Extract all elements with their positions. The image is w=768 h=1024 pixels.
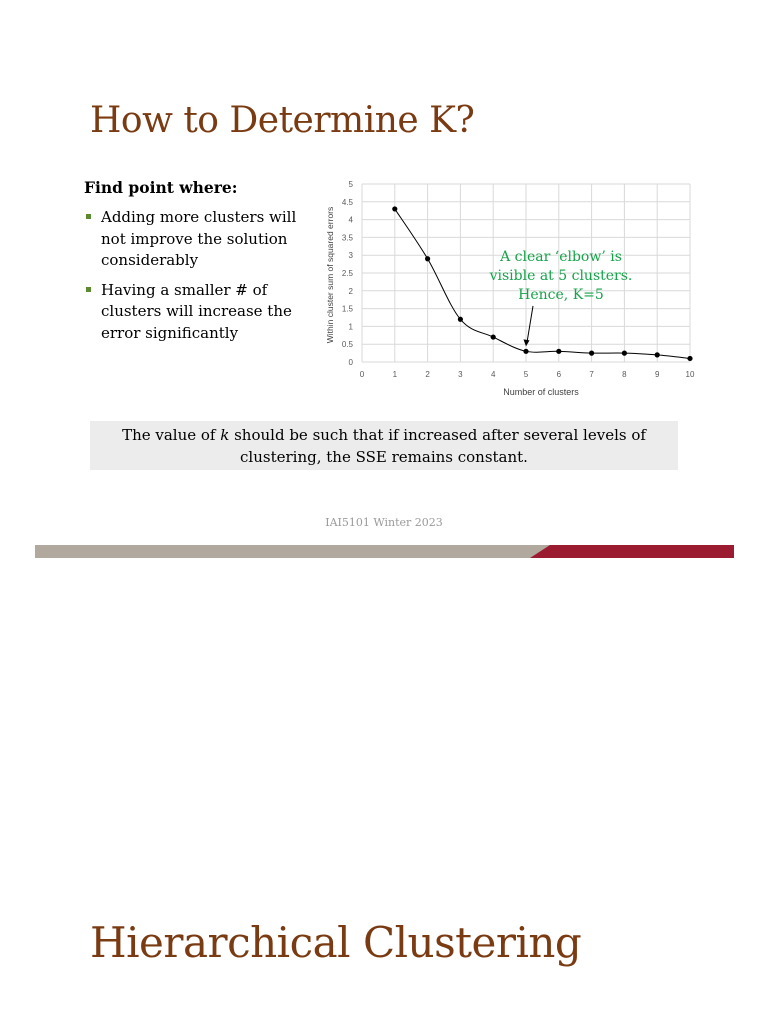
elbow-chart — [320, 176, 704, 402]
x-tick-label: 7 — [589, 370, 594, 379]
data-point — [655, 352, 660, 357]
data-point — [687, 356, 692, 361]
square-bullet-icon — [86, 214, 91, 219]
bullet-list — [84, 207, 304, 344]
y-tick-label: 2.5 — [341, 269, 353, 278]
y-axis-label: Within cluster sum of squared errors — [325, 206, 335, 344]
callout-text-start: The value of — [122, 426, 221, 444]
footer-course-label: IAI5101 Winter 2023 — [325, 516, 443, 529]
data-point — [491, 334, 496, 339]
footer-band-red — [530, 545, 734, 558]
callout-k-variable: k — [220, 426, 230, 444]
data-point — [523, 349, 528, 354]
y-tick-label: 0.5 — [341, 340, 353, 350]
y-tick-label: 5 — [348, 180, 353, 189]
y-tick-label: 4.5 — [341, 197, 353, 207]
y-tick-label: 3 — [348, 251, 353, 261]
annotation-text: visible at 5 clusters. — [489, 268, 633, 284]
bullet-panel — [84, 178, 304, 352]
x-axis-label: Number of clusters — [503, 387, 579, 397]
data-point — [589, 351, 594, 356]
x-tick-label: 8 — [622, 370, 627, 379]
x-tick-label: 5 — [523, 370, 529, 379]
list-item — [84, 207, 304, 272]
y-tick-label: 4 — [348, 215, 353, 225]
slide-title-2: Hierarchical Clustering — [90, 918, 582, 967]
x-tick-label: 6 — [556, 370, 562, 379]
intro-text: Find point where: — [84, 178, 238, 197]
y-tick-label: 3.5 — [341, 233, 353, 243]
bullet-text: Having a smaller # of clusters will increase the error significantly — [101, 280, 292, 342]
footer-band — [35, 545, 734, 558]
arrow-head-icon — [524, 339, 530, 346]
y-tick-label: 2 — [348, 286, 353, 296]
x-tick-label: 2 — [425, 370, 430, 379]
annotation-text: Hence, K=5 — [518, 287, 604, 303]
data-point — [458, 317, 463, 322]
square-bullet-icon — [86, 287, 91, 292]
x-tick-label: 4 — [490, 370, 496, 379]
data-point — [425, 256, 430, 261]
annotation-arrow — [527, 306, 533, 342]
data-point — [622, 351, 627, 356]
bullet-text: Adding more clusters will not improve the solution considerably — [101, 208, 297, 269]
y-tick-label: 1.5 — [341, 304, 353, 314]
data-point — [556, 349, 561, 354]
list-item — [84, 280, 304, 345]
y-tick-label: 0 — [348, 358, 353, 367]
slide-title: How to Determine K? — [90, 100, 475, 141]
x-tick-label: 9 — [654, 370, 660, 379]
x-tick-label: 3 — [458, 370, 463, 379]
callout-text-end: should be such that if increased after several levels of clustering, the SSE remains constant. — [229, 426, 646, 466]
elbow-chart-svg — [320, 176, 704, 402]
callout-box — [90, 421, 678, 470]
x-tick-label: 1 — [392, 370, 398, 379]
data-point — [392, 206, 397, 211]
annotation-text: A clear ‘elbow’ is — [500, 249, 622, 265]
y-tick-label: 1 — [348, 322, 353, 332]
x-tick-label: 10 — [685, 370, 695, 379]
x-tick-label: 0 — [359, 370, 365, 379]
